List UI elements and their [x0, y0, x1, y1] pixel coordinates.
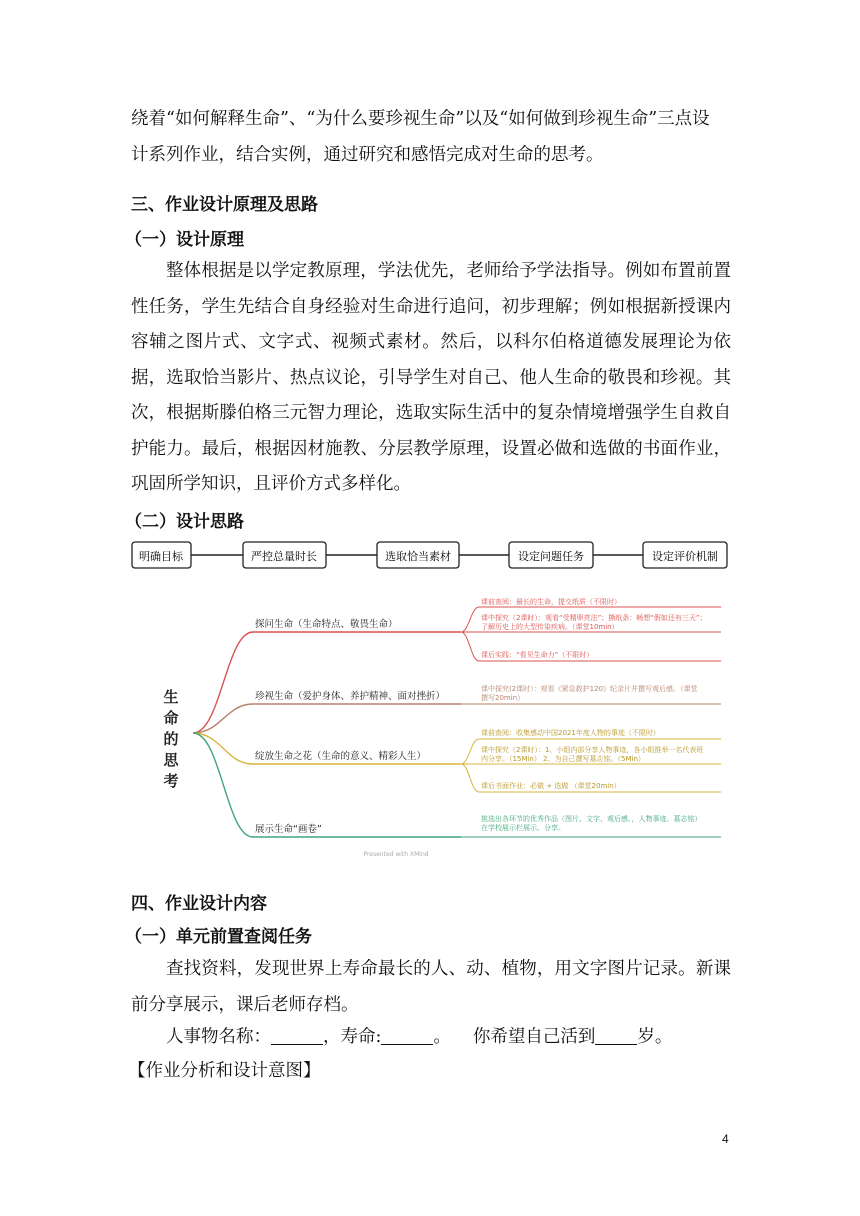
- svg-text:课中探究（2课时）：1、小组内部分享人物事迹，各小组推举一名: 课中探究（2课时）：1、小组内部分享人物事迹，各小组推举一名代表班: [481, 746, 704, 754]
- design-idea-title: （二）设计思路: [125, 512, 244, 532]
- svg-text:在学校展示栏展示、分享。: 在学校展示栏展示、分享。: [481, 824, 565, 832]
- fill-life-label: ，寿命:: [323, 1027, 382, 1047]
- design-principle-title: （一）设计原理: [125, 230, 244, 250]
- flow-step: [132, 542, 191, 568]
- svg-text:内分享。（15Min） 2、为自己撰写墓志铭。（5Min: 内分享。（15Min） 2、为自己撰写墓志铭。（5Min）: [481, 755, 645, 763]
- design-principle-body: 整体根据是以学定教原理，学法优先，老师给予学法指导。例如布置前置性任务，学生先结合自身经验对生命进行追问，初步理解；例如根据新授课内容辅之图片式、文字式、视频式素材。然后，以科尔伯格道德发展理论为依据，选取恰当影片、热点议论，引导学生对自己、他人生命的敬畏和珍视。其次，根据斯滕伯格三元智力理论，选取实际生活中的复杂情境增强学生自救自护能力。最后，根据因材施教、分层教学原理，设置必做和选做的书面作业，巩固所学知识，且评价方式多样化。: [131, 261, 731, 494]
- svg-text:考: 考: [163, 772, 179, 790]
- svg-text:课中探究（2课时）：观看“受精卵亮法”；撕纸条：畅想“假如还: 课中探究（2课时）：观看“受精卵亮法”；撕纸条：畅想“假如还有三天”；: [481, 614, 707, 622]
- life-blank[interactable]: [381, 1026, 433, 1045]
- fill-in-line: [166, 1023, 672, 1048]
- life-thinking-mindmap: [131, 585, 721, 860]
- flow-step-label: 明确目标: [139, 550, 183, 563]
- intro-line-2: 计系列作业，结合实例，通过研究和感悟完成对生命的思考。: [131, 145, 604, 165]
- svg-text:撰写20min）: 撰写20min）: [481, 694, 525, 702]
- svg-text:珍视生命（爱护身体、养护精神、面对挫折）: 珍视生命（爱护身体、养护精神、面对挫折）: [255, 691, 446, 702]
- mindmap-branch-bloom: [193, 728, 721, 792]
- mindmap-branch-cherish: [193, 684, 721, 733]
- pre-task-title: （一）单元前置查阅任务: [125, 927, 312, 947]
- svg-text:思: 思: [163, 751, 179, 769]
- name-blank[interactable]: [271, 1026, 323, 1045]
- svg-text:的: 的: [163, 730, 179, 748]
- svg-text:课前查阅：最长的生命，提交纸质（不限时）: 课前查阅：最长的生命，提交纸质（不限时）: [481, 598, 621, 606]
- section-3-title: 三、作业设计原理及思路: [131, 195, 318, 215]
- fill-hope-label: 你希望自己活到: [472, 1027, 596, 1047]
- svg-text:了解历史上的大型传染疾病。（课堂10min）: 了解历史上的大型传染疾病。（课堂10min）: [481, 623, 619, 631]
- flow-step: [509, 542, 593, 568]
- flow-step: [243, 542, 326, 568]
- flow-step-label: 选取恰当素材: [385, 550, 451, 563]
- mindmap-center: [163, 688, 179, 790]
- flow-step: [377, 542, 459, 568]
- xmind-watermark: Presented with XMind: [363, 851, 429, 858]
- fill-end-label: 。: [433, 1027, 451, 1047]
- svg-text:命: 命: [163, 709, 179, 727]
- svg-text:生: 生: [163, 688, 179, 706]
- svg-text:课前查阅：收集感动中国2021年度人物的事迹（不限时）: 课前查阅：收集感动中国2021年度人物的事迹（不限时）: [481, 729, 660, 737]
- fill-name-label: 人事物名称：: [166, 1027, 271, 1047]
- section-4-title: 四、作业设计内容: [131, 894, 267, 914]
- flow-step: [643, 542, 727, 568]
- svg-text:绽放生命之花（生命的意义、精彩人生）: 绽放生命之花（生命的意义、精彩人生）: [255, 751, 427, 762]
- fill-age-label: 岁。: [637, 1027, 673, 1047]
- svg-text:挑选出各环节的优秀作品（图片、文字、观后感、，人物事迹、墓志: 挑选出各环节的优秀作品（图片、文字、观后感、，人物事迹、墓志铭）: [481, 815, 702, 823]
- svg-text:课后实践：“看见生命力”（不限时）: 课后实践：“看见生命力”（不限时）: [481, 651, 594, 659]
- flow-step-label: 严控总量时长: [251, 550, 317, 563]
- pre-task-body: 查找资料，发现世界上寿命最长的人、动、植物，用文字图片记录。新课前分享展示，课后老师存档。: [131, 959, 731, 1015]
- age-blank[interactable]: [595, 1026, 637, 1045]
- intro-line-1: 绕着“如何解释生命”、“为什么要珍视生命”以及“如何做到珍视生命”三点设: [131, 109, 710, 129]
- svg-text:课中探究(2课时）：观看《紧急救护120》纪录片并撰写观后感: 课中探究(2课时）：观看《紧急救护120》纪录片并撰写观后感。（课堂: [481, 685, 698, 693]
- flow-step-label: 设定问题任务: [518, 550, 584, 563]
- flow-step-label: 设定评价机制: [652, 550, 718, 563]
- page-number: 4: [722, 1132, 729, 1146]
- mindmap-branch-explore: [193, 597, 721, 733]
- svg-text:探问生命（生命特点、敬畏生命）: 探问生命（生命特点、敬畏生命）: [255, 619, 398, 630]
- svg-text:课后书面作业：必做 + 选做 （课堂20min）: 课后书面作业：必做 + 选做 （课堂20min）: [481, 782, 621, 790]
- analysis-heading: 【作业分析和设计意图】: [128, 1061, 321, 1081]
- svg-text:展示生命“画卷”: 展示生命“画卷”: [255, 824, 322, 835]
- design-flow-chart: [131, 538, 731, 574]
